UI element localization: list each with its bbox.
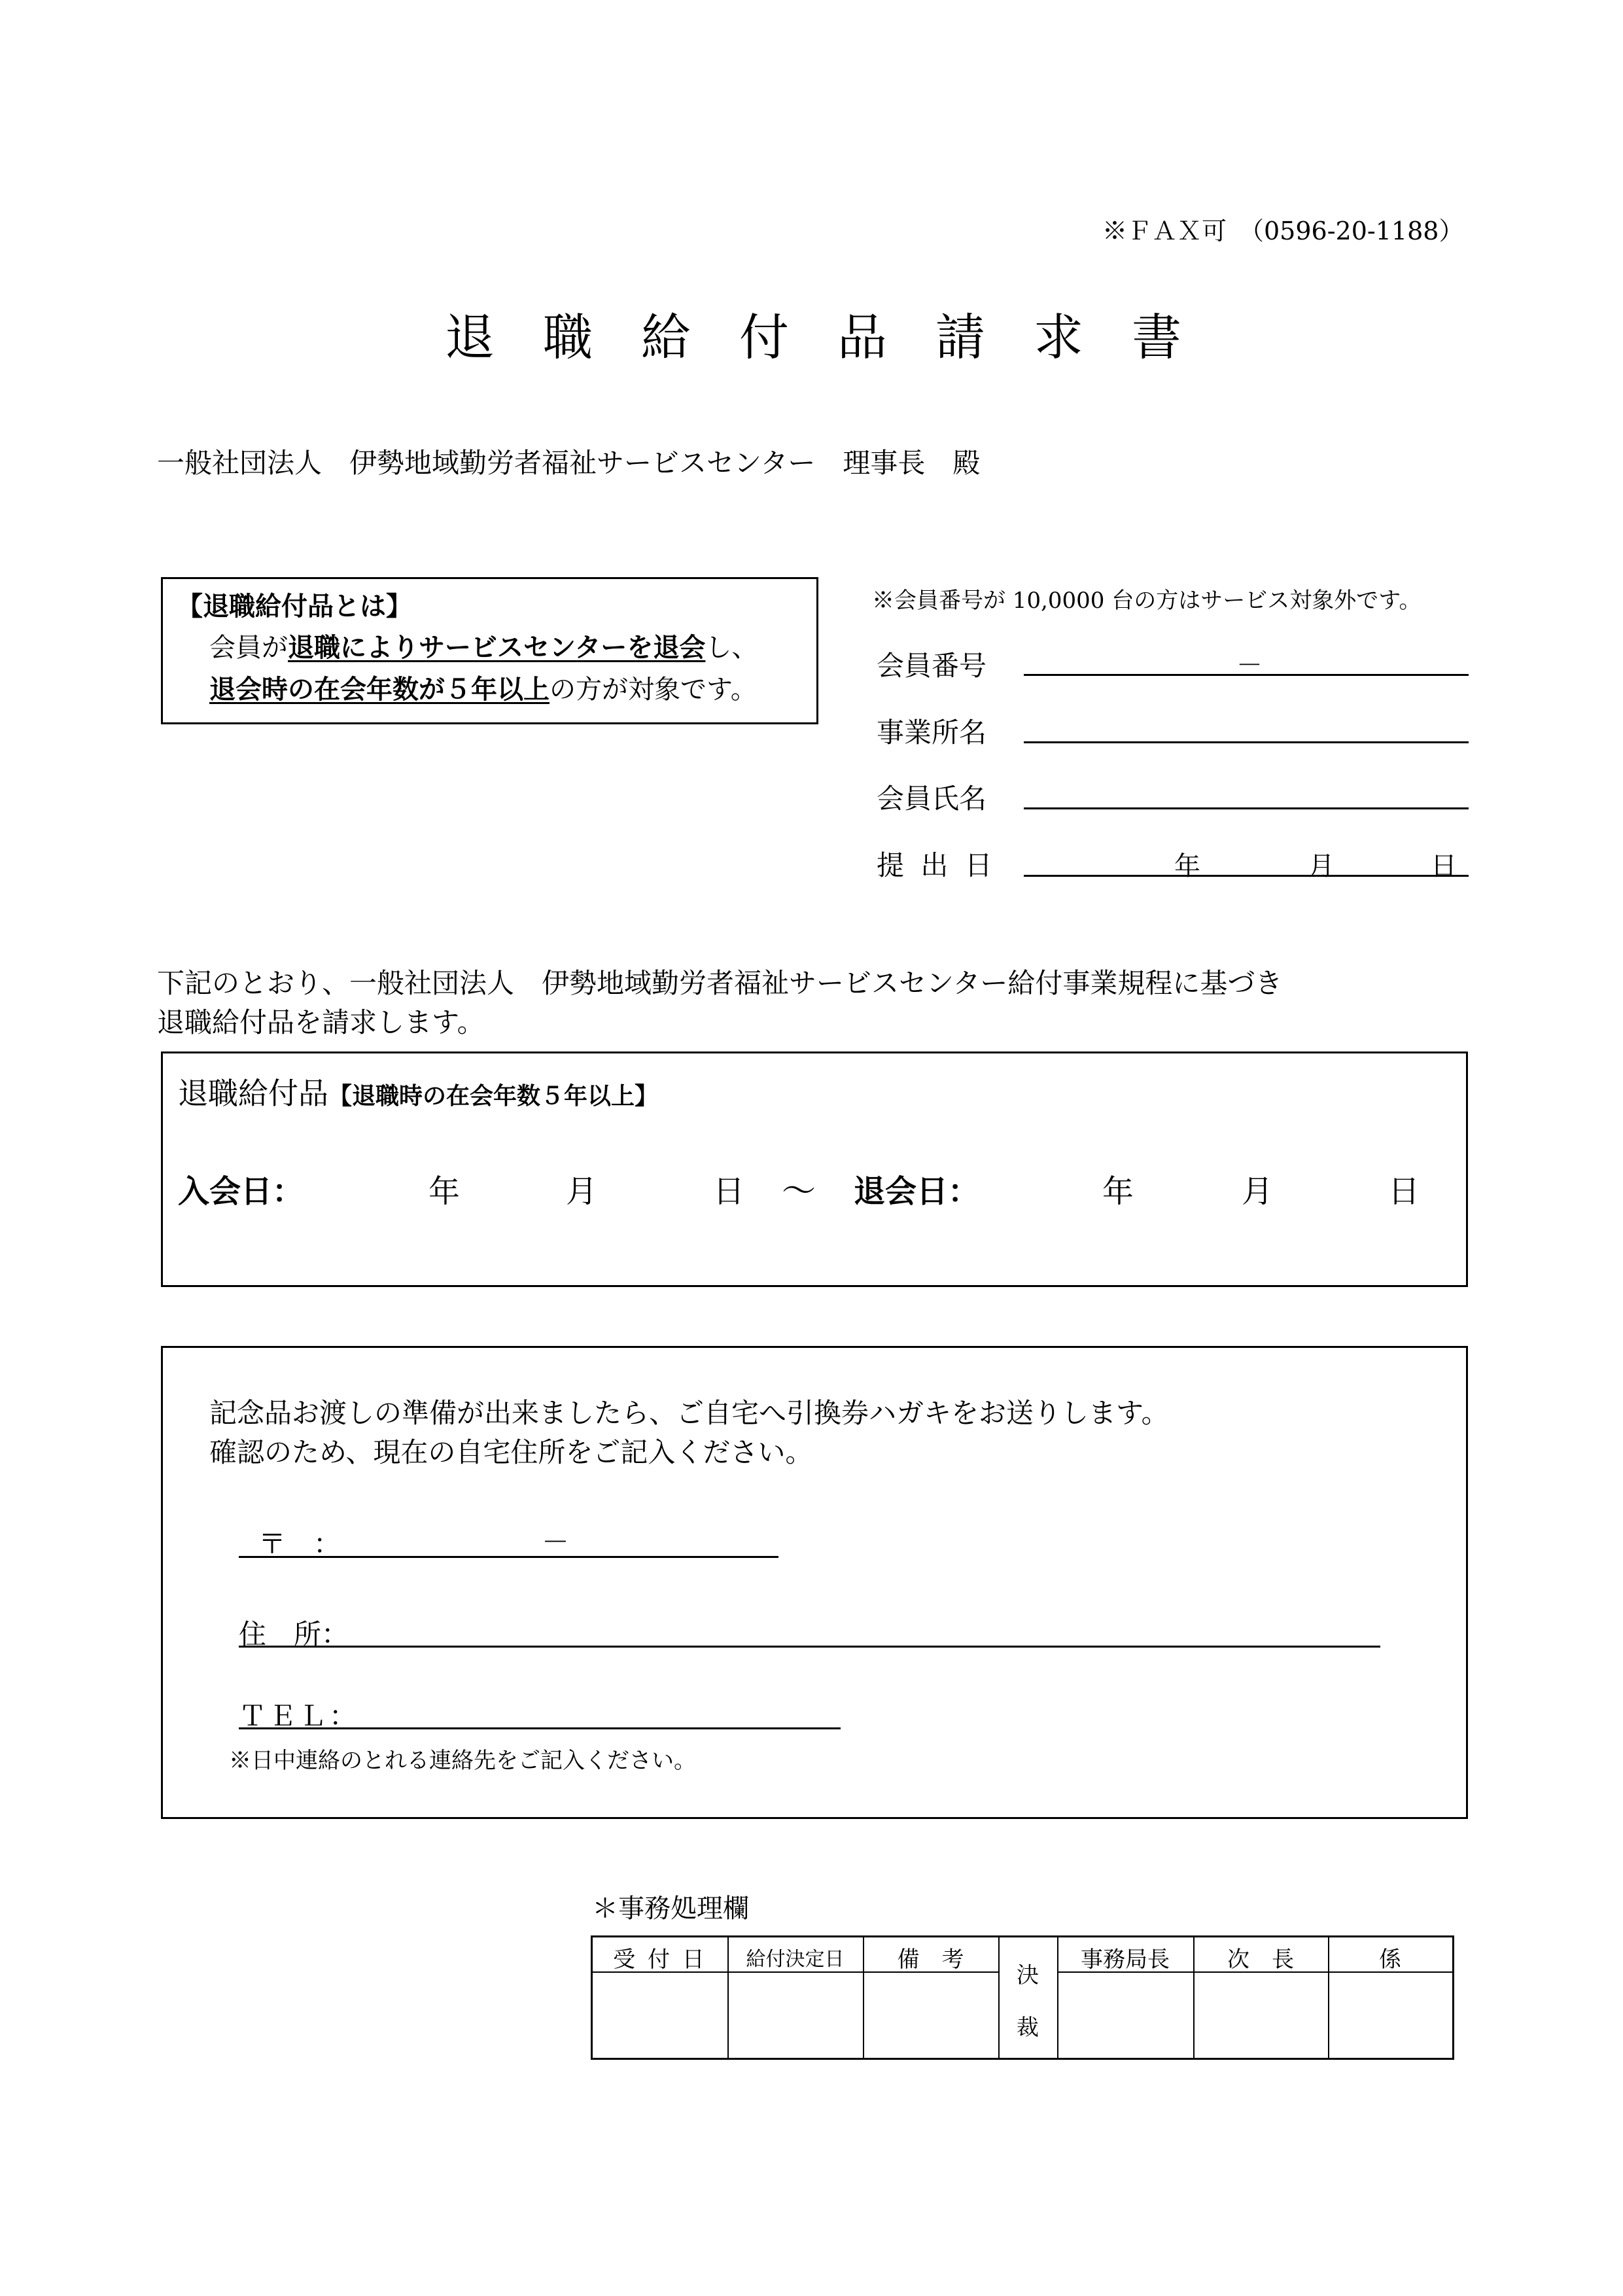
benefit-title-text: 退職給付品 xyxy=(178,1076,328,1111)
addressee: 一般社団法人 伊勢地域勤労者福祉サービスセンター 理事長 殿 xyxy=(157,447,981,479)
cell-decided[interactable] xyxy=(729,1973,863,2058)
info-box-heading: 【退職給付品とは】 xyxy=(177,591,412,622)
submit-day: 日 xyxy=(1431,851,1457,881)
cell-remarks[interactable] xyxy=(864,1973,998,2058)
office-field[interactable] xyxy=(1024,741,1469,743)
tel-field[interactable] xyxy=(239,1727,841,1729)
leave-year: 年 xyxy=(1102,1173,1134,1210)
info-text: 会員が xyxy=(209,633,288,663)
title-char: 品 xyxy=(837,308,887,366)
submit-date-field[interactable] xyxy=(1024,875,1469,877)
submit-month: 月 xyxy=(1308,851,1335,881)
join-year: 年 xyxy=(428,1173,461,1210)
title-char: 退 xyxy=(445,308,495,366)
postal-dash: － xyxy=(542,1526,570,1558)
member-note: ※会員番号が 10,0000 台の方はサービス対象外です。 xyxy=(872,588,1422,614)
info-box-line2 xyxy=(209,669,757,706)
benefit-subtitle: 【退職時の在会年数５年以上】 xyxy=(328,1082,659,1110)
leave-day: 日 xyxy=(1388,1173,1420,1210)
info-text: し、 xyxy=(705,633,758,663)
title-char: 給 xyxy=(641,308,691,366)
col-approval-bottom: 裁 xyxy=(1017,2015,1039,2041)
cell-deputy[interactable] xyxy=(1195,1973,1328,2058)
address-intro-line2: 確認のため、現在の自宅住所をご記入ください。 xyxy=(209,1436,813,1468)
postal-label: 〒 ： xyxy=(258,1528,341,1560)
address-field[interactable] xyxy=(239,1646,1380,1648)
title-char: 請 xyxy=(935,308,985,366)
join-day: 日 xyxy=(713,1173,745,1210)
benefit-title xyxy=(178,1070,658,1113)
cell-staff[interactable] xyxy=(1329,1973,1452,2058)
col-decided: 給付決定日 xyxy=(746,1948,845,1971)
member-no-label: 会員番号 xyxy=(877,650,987,682)
date-range-tilde: ～ xyxy=(782,1172,816,1211)
statement-line2: 退職給付品を請求します。 xyxy=(157,1006,485,1038)
join-date-label: 入会日： xyxy=(178,1173,304,1210)
col-deputy: 次 長 xyxy=(1227,1947,1294,1973)
join-month: 月 xyxy=(566,1173,598,1210)
page-title xyxy=(445,298,1197,366)
leave-date-label: 退会日： xyxy=(854,1173,980,1210)
address-label: 住 所： xyxy=(239,1618,349,1650)
col-approval-top: 決 xyxy=(1017,1962,1039,1988)
col-staff: 係 xyxy=(1379,1947,1401,1973)
title-char: 書 xyxy=(1132,308,1181,366)
info-box-line1 xyxy=(209,627,758,664)
submit-year: 年 xyxy=(1174,851,1200,881)
office-label: 事業所名 xyxy=(877,716,987,749)
title-char: 付 xyxy=(739,308,789,366)
office-use-heading: ＊事務処理欄 xyxy=(592,1894,749,1924)
name-field[interactable] xyxy=(1024,807,1469,809)
leave-month: 月 xyxy=(1242,1173,1274,1210)
office-use-table xyxy=(591,1935,1454,2060)
col-director: 事務局長 xyxy=(1081,1947,1170,1973)
name-label: 会員氏名 xyxy=(877,783,987,815)
postal-code-field[interactable] xyxy=(239,1556,778,1558)
cell-received[interactable] xyxy=(593,1973,727,2058)
title-char: 求 xyxy=(1034,308,1083,366)
submit-date-label: 提 出 日 xyxy=(877,849,996,881)
info-emphasis: 退会時の在会年数が５年以上 xyxy=(209,674,550,705)
col-received: 受 付 日 xyxy=(613,1947,707,1973)
member-no-dash: － xyxy=(1236,650,1263,680)
fax-note: ※ＦＡＸ可 （0596-20-1188） xyxy=(1102,217,1464,245)
statement-line1: 下記のとおり、一般社団法人 伊勢地域勤労者福祉サービスセンター給付事業規程に基づき xyxy=(157,967,1283,999)
tel-note: ※日中連絡のとれる連絡先をご記入ください。 xyxy=(229,1748,696,1774)
info-text: の方が対象です。 xyxy=(550,675,757,705)
title-char: 職 xyxy=(543,308,593,366)
col-remarks: 備 考 xyxy=(897,1947,964,1973)
cell-director[interactable] xyxy=(1058,1973,1193,2058)
address-intro-line1: 記念品お渡しの準備が出来ましたら、ご自宅へ引換券ハガキをお送りします。 xyxy=(209,1397,1169,1429)
info-emphasis: 退職によりサービスセンターを退会 xyxy=(288,632,706,663)
tel-label: ＴＥＬ： xyxy=(239,1700,360,1732)
